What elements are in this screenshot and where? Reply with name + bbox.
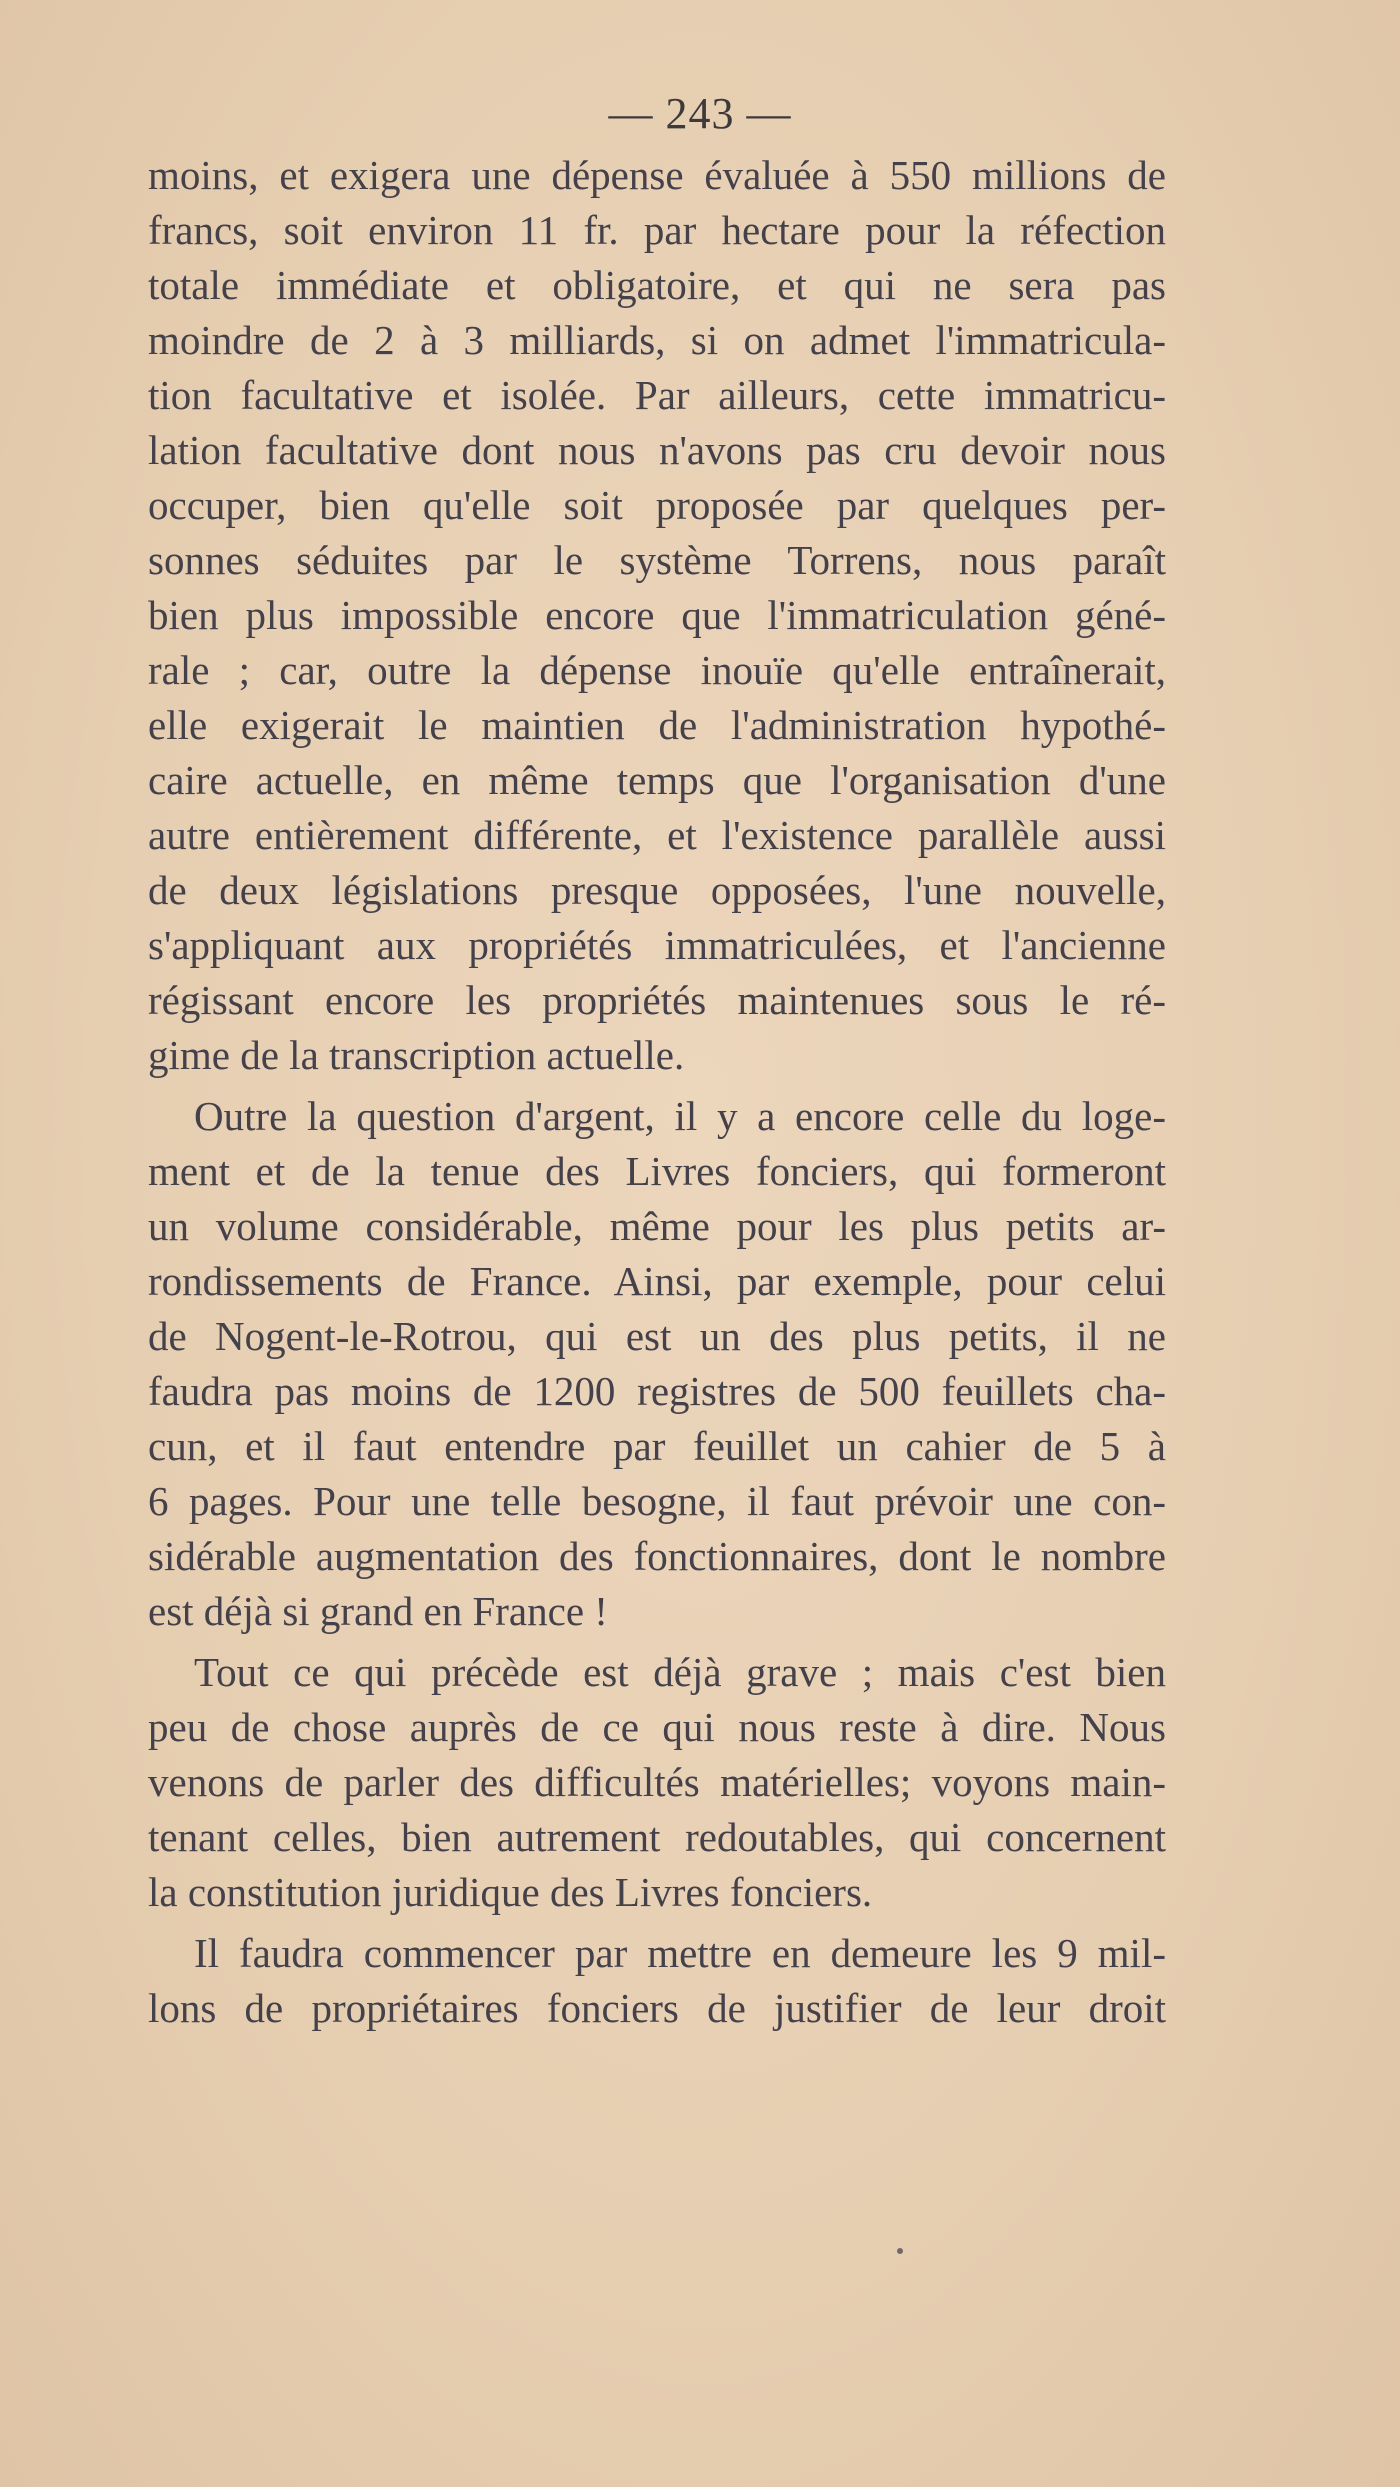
text-line: occuper, bien qu'elle soit proposée par quelques per-: [148, 482, 1166, 528]
text-line: bien plus impossible encore que l'immatriculation géné-: [148, 592, 1166, 638]
text-line: peu de chose auprès de ce qui nous reste à dire. Nous: [148, 1704, 1166, 1750]
text-line: tenant celles, bien autrement redoutables, qui concernent: [148, 1814, 1166, 1860]
text-line: venons de parler des difficultés matérielles; voyons main-: [148, 1759, 1166, 1805]
ink-speck: [897, 2248, 903, 2254]
text-line: régissant encore les propriétés maintenues sous le ré-: [148, 977, 1166, 1023]
text-line: tion facultative et isolée. Par ailleurs, cette immatricu-: [148, 372, 1166, 418]
text-line: ment et de la tenue des Livres fonciers, qui formeront: [148, 1148, 1166, 1194]
text-line: francs, soit environ 11 fr. par hectare pour la réfection: [148, 207, 1166, 253]
text-line: Il faudra commencer par mettre en demeure les 9 mil-: [194, 1930, 1166, 1976]
text-line: lons de propriétaires fonciers de justifier de leur droit: [148, 1985, 1166, 2031]
text-line: rale ; car, outre la dépense inouïe qu'elle entraînerait,: [148, 647, 1166, 693]
text-line: sidérable augmentation des fonctionnaires, dont le nombre: [148, 1533, 1166, 1579]
paragraph-4: [148, 1926, 1166, 2036]
text-line: gime de la transcription actuelle.: [148, 1032, 685, 1078]
text-line: Outre la question d'argent, il y a encore celle du loge-: [194, 1093, 1166, 1139]
text-line: elle exigerait le maintien de l'administration hypothé-: [148, 702, 1166, 748]
text-line: la constitution juridique des Livres fonciers.: [148, 1869, 873, 1915]
paragraph-2: [148, 1089, 1166, 1639]
text-line: un volume considérable, même pour les plus petits ar-: [148, 1203, 1166, 1249]
text-line: totale immédiate et obligatoire, et qui ne sera pas: [148, 262, 1166, 308]
paragraph-1: [148, 148, 1166, 1083]
text-line: moindre de 2 à 3 milliards, si on admet l'immatricula-: [148, 317, 1166, 363]
text-line: cun, et il faut entendre par feuillet un cahier de 5 à: [148, 1423, 1166, 1469]
text-line: est déjà si grand en France !: [148, 1588, 608, 1634]
text-line: Tout ce qui précède est déjà grave ; mais c'est bien: [194, 1649, 1166, 1695]
body-text: [148, 148, 1166, 2036]
text-line: moins, et exigera une dépense évaluée à 550 millions de: [148, 152, 1166, 198]
text-line: 6 pages. Pour une telle besogne, il faut prévoir une con-: [148, 1478, 1166, 1524]
text-line: autre entièrement différente, et l'existence parallèle aussi: [148, 812, 1166, 858]
text-line: faudra pas moins de 1200 registres de 500 feuillets cha-: [148, 1368, 1166, 1414]
page-number: — 243 —: [608, 89, 792, 138]
text-line: sonnes séduites par le système Torrens, nous paraît: [148, 537, 1166, 583]
text-line: rondissements de France. Ainsi, par exemple, pour celui: [148, 1258, 1166, 1304]
text-line: de deux législations presque opposées, l'une nouvelle,: [148, 867, 1166, 913]
paragraph-3: [148, 1645, 1166, 1920]
text-line: caire actuelle, en même temps que l'organisation d'une: [148, 757, 1166, 803]
text-line: de Nogent-le-Rotrou, qui est un des plus petits, il ne: [148, 1313, 1166, 1359]
text-line: lation facultative dont nous n'avons pas cru devoir nous: [148, 427, 1166, 473]
text-line: s'appliquant aux propriétés immatriculées, et l'ancienne: [148, 922, 1166, 968]
